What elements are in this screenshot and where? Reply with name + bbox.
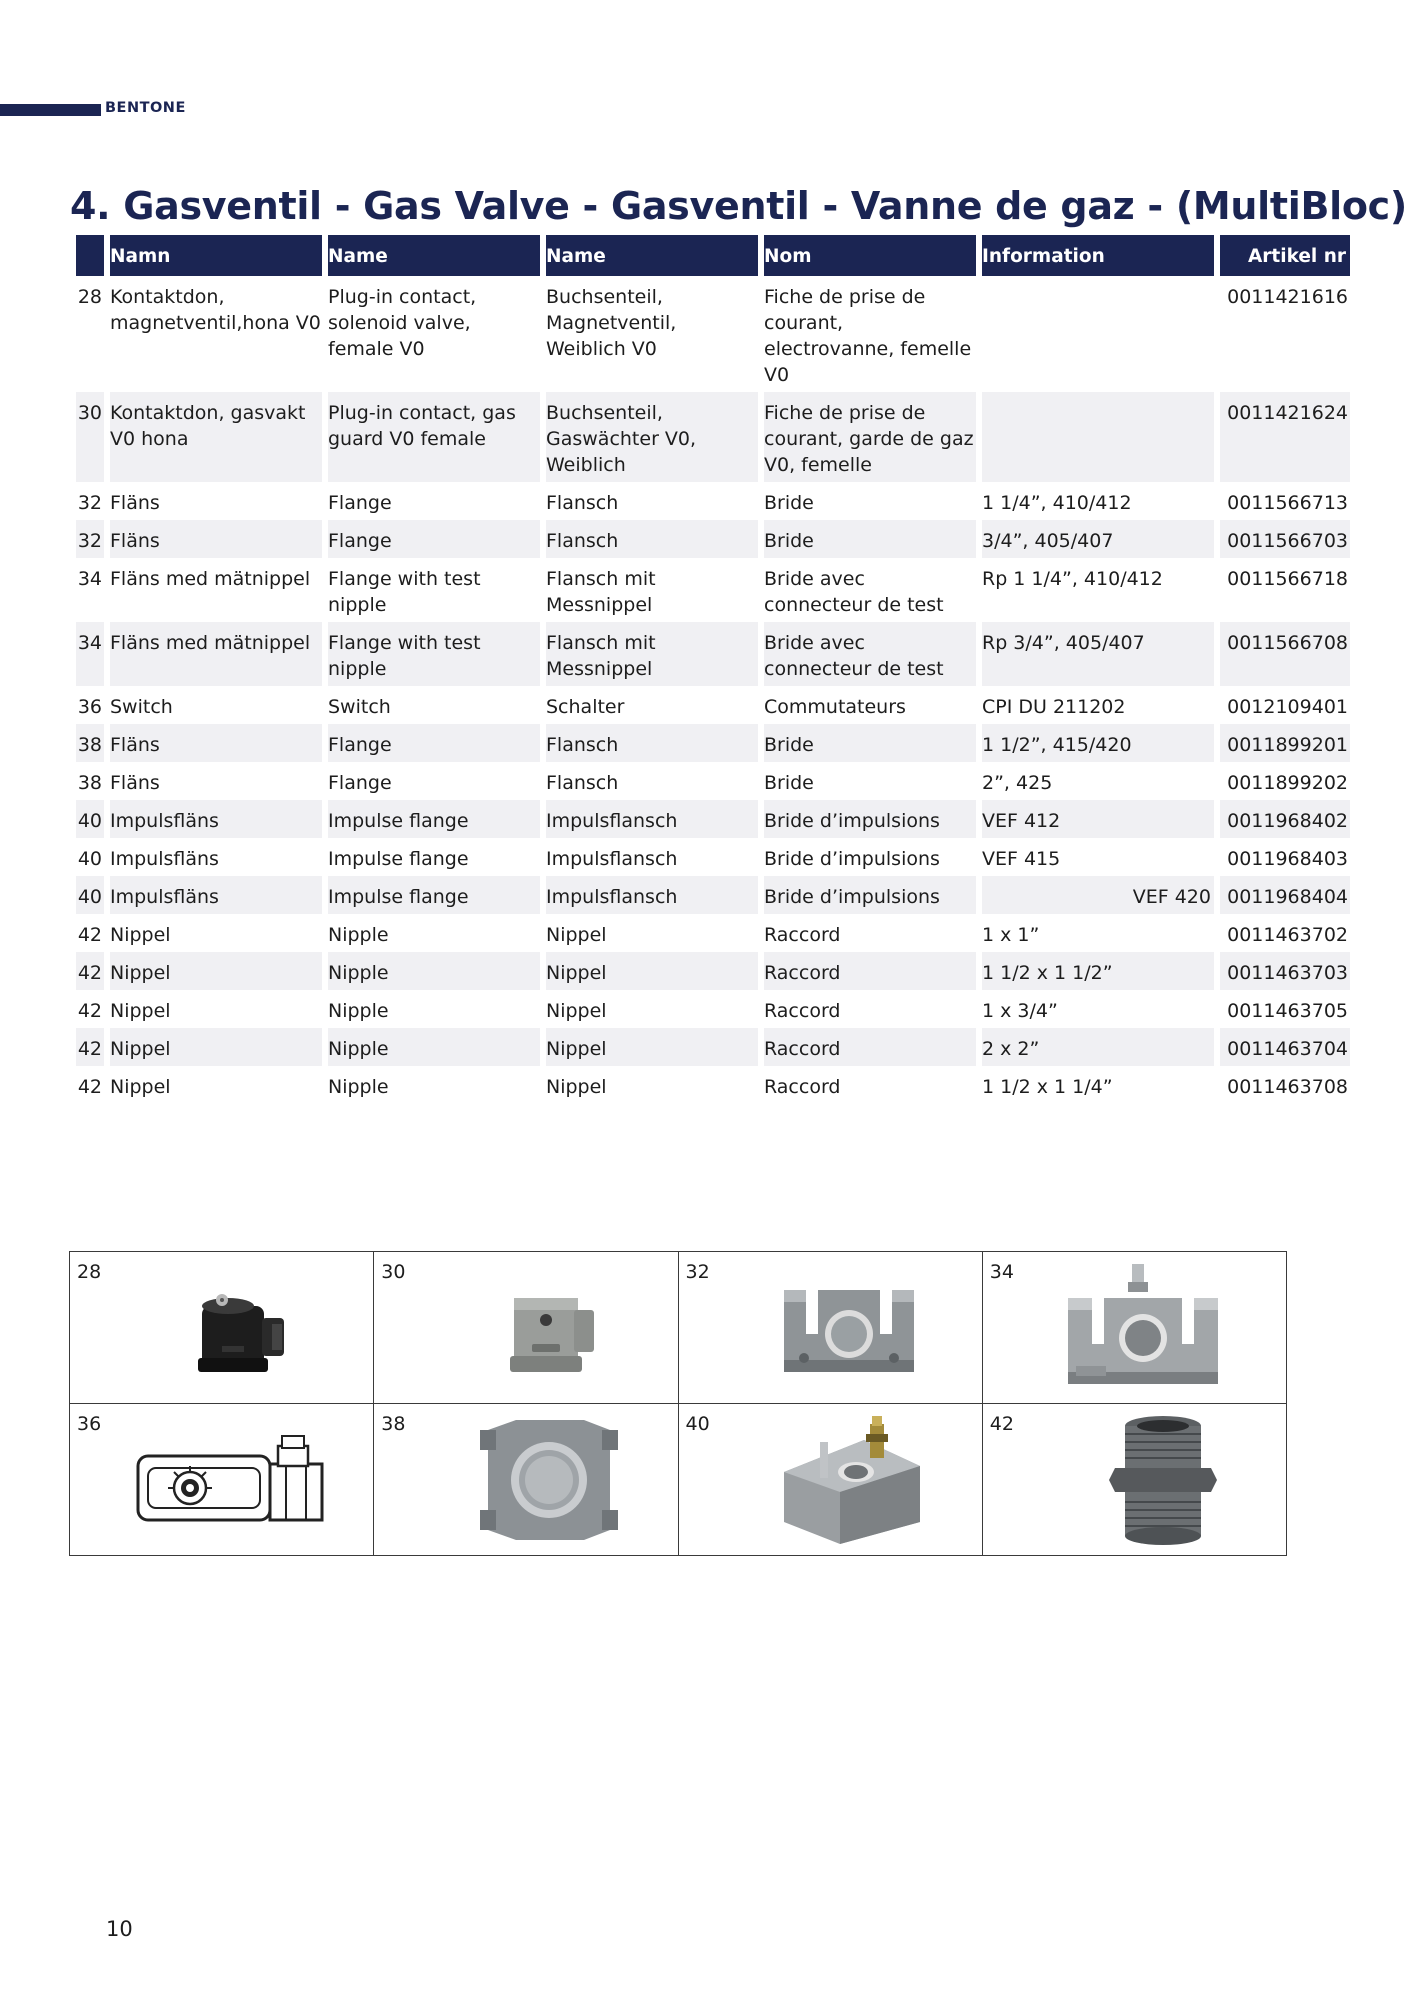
name-en-cell: Flange bbox=[328, 724, 540, 762]
information-cell: Rp 3/4”, 405/407 bbox=[982, 622, 1214, 686]
brand-bar bbox=[0, 104, 101, 116]
name-en-cell: Impulse flange bbox=[328, 876, 540, 914]
row-number-cell: 40 bbox=[76, 876, 104, 914]
information-cell bbox=[982, 276, 1214, 392]
name-en-cell: Nipple bbox=[328, 952, 540, 990]
name-de-cell: Flansch mit Messnippel bbox=[546, 622, 758, 686]
information-cell: 3/4”, 405/407 bbox=[982, 520, 1214, 558]
information-cell: 2 x 2” bbox=[982, 1028, 1214, 1066]
table-row bbox=[76, 762, 1350, 800]
image-cell-34 bbox=[982, 1252, 1286, 1404]
name-fr-cell: Bride bbox=[764, 520, 976, 558]
name-sv-cell: Fläns med mätnippel bbox=[110, 568, 311, 590]
image-cell-32 bbox=[678, 1252, 982, 1404]
row-number-cell: 42 bbox=[77, 924, 102, 946]
row-number-cell: 32 bbox=[76, 520, 104, 558]
article-number-cell: 0011566718 bbox=[1227, 568, 1348, 590]
page-number: 10 bbox=[106, 1917, 133, 1941]
name-sv-cell: Impulsfläns bbox=[110, 848, 219, 870]
article-number-cell: 0011421624 bbox=[1220, 392, 1350, 482]
name-fr-cell: Bride d’impulsions bbox=[764, 800, 976, 838]
information-cell: VEF 412 bbox=[982, 800, 1214, 838]
row-number-cell: 38 bbox=[77, 772, 102, 794]
row-number-cell: 28 bbox=[77, 286, 102, 308]
information-cell: VEF 415 bbox=[982, 848, 1061, 870]
information-cell bbox=[982, 392, 1214, 482]
name-sv-cell: Fläns bbox=[110, 724, 322, 762]
name-en-cell: Impulse flange bbox=[328, 848, 469, 870]
image-label: 40 bbox=[685, 1413, 710, 1435]
name-fr-cell: Bride d’impulsions bbox=[764, 848, 940, 870]
image-label: 32 bbox=[685, 1261, 710, 1283]
row-number-cell: 42 bbox=[77, 1076, 102, 1098]
name-fr-cell: Bride avec connecteur de test bbox=[764, 622, 976, 686]
col-header-nom: Nom bbox=[764, 246, 812, 267]
table-row bbox=[76, 558, 1350, 622]
name-de-cell: Impulsflansch bbox=[546, 876, 758, 914]
name-en-cell: Switch bbox=[328, 696, 391, 718]
col-header-name-de: Name bbox=[546, 246, 606, 267]
page-title: 4. Gasventil - Gas Valve - Gasventil - Vanne de gaz - (MultiBloc) bbox=[70, 184, 1407, 228]
article-number-cell: 0011566708 bbox=[1220, 622, 1350, 686]
name-sv-cell: Kontaktdon, magnetventil,hona V0 bbox=[110, 286, 321, 334]
col-header-information: Information bbox=[982, 246, 1105, 267]
image-cell-40 bbox=[678, 1404, 982, 1556]
article-number-cell: 0011968402 bbox=[1220, 800, 1350, 838]
name-en-cell: Nipple bbox=[328, 924, 389, 946]
name-fr-cell: Raccord bbox=[764, 1028, 976, 1066]
parts-image-grid bbox=[69, 1251, 1287, 1556]
article-number-cell: 0011463705 bbox=[1227, 1000, 1348, 1022]
flange-test-nipple-icon bbox=[1048, 1258, 1238, 1398]
brand-name: BENTONE bbox=[105, 100, 186, 116]
name-de-cell: Buchsenteil, Gaswächter V0, Weiblich bbox=[546, 392, 758, 482]
name-sv-cell: Nippel bbox=[110, 1000, 171, 1022]
name-sv-cell: Nippel bbox=[110, 924, 171, 946]
name-fr-cell: Bride bbox=[764, 492, 814, 514]
table-row bbox=[76, 520, 1350, 558]
name-de-cell: Nippel bbox=[546, 952, 758, 990]
image-label: 28 bbox=[77, 1261, 102, 1283]
image-cell-36 bbox=[70, 1404, 374, 1556]
row-number-cell: 38 bbox=[76, 724, 104, 762]
parts-table bbox=[70, 235, 1356, 1104]
table-row bbox=[76, 482, 1350, 520]
table-row bbox=[76, 838, 1350, 876]
name-en-cell: Flange bbox=[328, 772, 392, 794]
table-row bbox=[76, 724, 1350, 762]
col-header-namn: Namn bbox=[110, 246, 171, 267]
row-number-cell: 36 bbox=[77, 696, 102, 718]
name-fr-cell: Raccord bbox=[764, 952, 976, 990]
name-fr-cell: Bride avec connecteur de test bbox=[764, 568, 944, 616]
name-sv-cell: Switch bbox=[110, 696, 173, 718]
image-label: 34 bbox=[989, 1261, 1014, 1283]
table-header-row bbox=[76, 235, 1350, 276]
name-de-cell: Schalter bbox=[546, 696, 625, 718]
name-de-cell: Buchsenteil, Magnetventil, Weiblich V0 bbox=[546, 286, 677, 360]
name-de-cell: Impulsflansch bbox=[546, 800, 758, 838]
name-fr-cell: Bride bbox=[764, 772, 814, 794]
name-fr-cell: Bride bbox=[764, 724, 976, 762]
table-row bbox=[76, 686, 1350, 724]
name-de-cell: Flansch bbox=[546, 772, 619, 794]
image-cell-30 bbox=[374, 1252, 678, 1404]
name-en-cell: Plug-in contact, solenoid valve, female V0 bbox=[328, 286, 477, 360]
name-en-cell: Flange with test nipple bbox=[328, 622, 540, 686]
article-number-cell: 0011899201 bbox=[1220, 724, 1350, 762]
article-number-cell: 0011566703 bbox=[1220, 520, 1350, 558]
name-de-cell: Nippel bbox=[546, 1076, 607, 1098]
table-row bbox=[76, 952, 1350, 990]
article-number-cell: 0011968404 bbox=[1220, 876, 1350, 914]
name-sv-cell: Impulsfläns bbox=[110, 876, 322, 914]
name-en-cell: Flange bbox=[328, 492, 392, 514]
plug-connector-grey-icon bbox=[474, 1276, 614, 1386]
name-en-cell: Flange with test nipple bbox=[328, 568, 481, 616]
article-number-cell: 0011463708 bbox=[1227, 1076, 1348, 1098]
article-number-cell: 0011463703 bbox=[1220, 952, 1350, 990]
name-fr-cell: Fiche de prise de courant, garde de gaz V0, femelle bbox=[764, 392, 976, 482]
row-number-cell: 42 bbox=[77, 1000, 102, 1022]
name-de-cell: Nippel bbox=[546, 924, 607, 946]
table-row bbox=[76, 1066, 1350, 1104]
name-de-cell: Nippel bbox=[546, 1000, 607, 1022]
row-number-cell: 34 bbox=[76, 622, 104, 686]
name-de-cell: Impulsflansch bbox=[546, 848, 678, 870]
image-cell-38 bbox=[374, 1404, 678, 1556]
name-sv-cell: Fläns bbox=[110, 520, 322, 558]
information-cell: 1 x 1” bbox=[982, 924, 1040, 946]
information-cell: 1 1/2 x 1 1/4” bbox=[982, 1076, 1113, 1098]
name-de-cell: Flansch bbox=[546, 724, 758, 762]
name-sv-cell: Nippel bbox=[110, 1076, 171, 1098]
name-sv-cell: Kontaktdon, gasvakt V0 hona bbox=[110, 392, 322, 482]
col-header-name-en: Name bbox=[328, 246, 388, 267]
article-number-cell: 0011968403 bbox=[1227, 848, 1348, 870]
name-fr-cell: Raccord bbox=[764, 1000, 841, 1022]
information-cell: Rp 1 1/4”, 410/412 bbox=[982, 568, 1163, 590]
name-fr-cell: Commutateurs bbox=[764, 696, 906, 718]
information-cell: VEF 420 bbox=[982, 876, 1214, 914]
col-header-artikel-nr: Artikel nr bbox=[1247, 246, 1346, 267]
pipe-nipple-icon bbox=[1093, 1410, 1233, 1550]
information-cell: 2”, 425 bbox=[982, 772, 1053, 794]
information-cell: 1 1/2”, 415/420 bbox=[982, 724, 1214, 762]
flange-square-icon bbox=[474, 1410, 624, 1550]
plug-connector-black-icon bbox=[170, 1276, 310, 1386]
article-number-cell: 0011899202 bbox=[1227, 772, 1348, 794]
name-en-cell: Nipple bbox=[328, 1028, 540, 1066]
impulse-flange-icon bbox=[764, 1412, 934, 1552]
table-row bbox=[76, 990, 1350, 1028]
image-label: 38 bbox=[381, 1413, 406, 1435]
article-number-cell: 0011566713 bbox=[1227, 492, 1348, 514]
row-number-cell: 40 bbox=[77, 848, 102, 870]
image-label: 36 bbox=[77, 1413, 102, 1435]
name-en-cell: Flange bbox=[328, 520, 540, 558]
name-en-cell: Nipple bbox=[328, 1000, 389, 1022]
table-row bbox=[76, 914, 1350, 952]
flange-icon bbox=[764, 1272, 934, 1392]
name-fr-cell: Raccord bbox=[764, 924, 841, 946]
row-number-cell: 34 bbox=[77, 568, 102, 590]
row-number-cell: 42 bbox=[76, 1028, 104, 1066]
information-cell: 1 1/2 x 1 1/2” bbox=[982, 952, 1214, 990]
image-label: 42 bbox=[989, 1413, 1014, 1435]
information-cell: CPI DU 211202 bbox=[982, 696, 1126, 718]
name-de-cell: Flansch mit Messnippel bbox=[546, 568, 656, 616]
name-en-cell: Plug-in contact, gas guard V0 female bbox=[328, 392, 540, 482]
image-cell-42 bbox=[982, 1404, 1286, 1556]
name-en-cell: Impulse flange bbox=[328, 800, 540, 838]
row-number-cell: 40 bbox=[76, 800, 104, 838]
table-row bbox=[76, 276, 1350, 392]
name-fr-cell: Raccord bbox=[764, 1076, 841, 1098]
image-label: 30 bbox=[381, 1261, 406, 1283]
name-de-cell: Flansch bbox=[546, 492, 619, 514]
article-number-cell: 0011421616 bbox=[1227, 286, 1348, 308]
table-row bbox=[76, 1028, 1350, 1066]
image-cell-28 bbox=[70, 1252, 374, 1404]
switch-icon bbox=[130, 1428, 360, 1548]
table-row bbox=[76, 876, 1350, 914]
name-sv-cell: Fläns bbox=[110, 492, 160, 514]
table-row bbox=[76, 622, 1350, 686]
col-header-num bbox=[76, 235, 104, 276]
name-sv-cell: Nippel bbox=[110, 1028, 322, 1066]
row-number-cell: 30 bbox=[76, 392, 104, 482]
name-de-cell: Flansch bbox=[546, 520, 758, 558]
name-sv-cell: Fläns med mätnippel bbox=[110, 622, 322, 686]
name-sv-cell: Fläns bbox=[110, 772, 160, 794]
information-cell: 1 x 3/4” bbox=[982, 1000, 1058, 1022]
name-sv-cell: Impulsfläns bbox=[110, 800, 322, 838]
article-number-cell: 0011463702 bbox=[1227, 924, 1348, 946]
information-cell: 1 1/4”, 410/412 bbox=[982, 492, 1132, 514]
name-en-cell: Nipple bbox=[328, 1076, 389, 1098]
name-de-cell: Nippel bbox=[546, 1028, 758, 1066]
row-number-cell: 42 bbox=[76, 952, 104, 990]
article-number-cell: 0012109401 bbox=[1227, 696, 1348, 718]
table-row bbox=[76, 800, 1350, 838]
article-number-cell: 0011463704 bbox=[1220, 1028, 1350, 1066]
name-fr-cell: Bride d’impulsions bbox=[764, 876, 976, 914]
table-row bbox=[76, 392, 1350, 482]
name-fr-cell: Fiche de prise de courant, electrovanne, femelle V0 bbox=[764, 286, 972, 386]
name-sv-cell: Nippel bbox=[110, 952, 322, 990]
row-number-cell: 32 bbox=[77, 492, 102, 514]
